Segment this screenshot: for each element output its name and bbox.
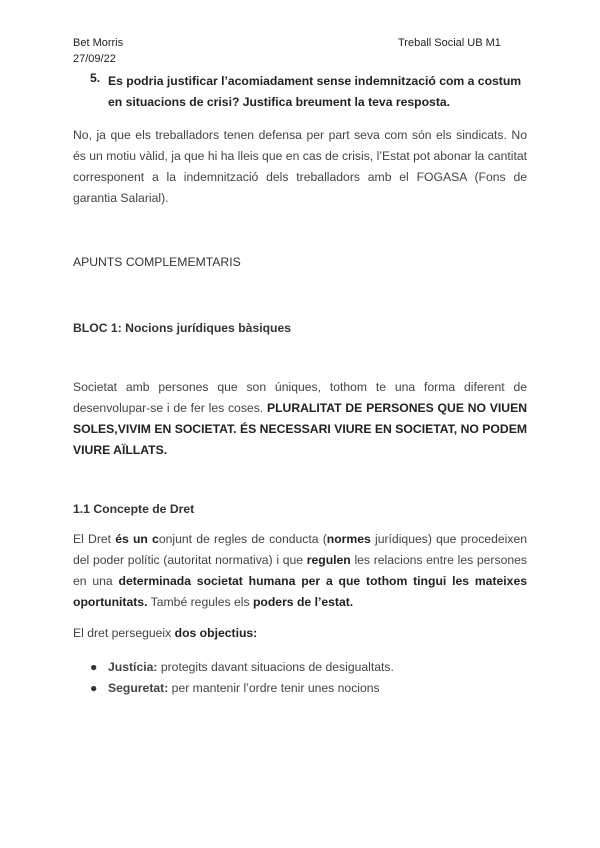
objectives-list	[73, 657, 523, 699]
objectives-bold-text: dos objectius:	[174, 626, 258, 640]
bullet-label: Seguretat:	[108, 681, 169, 695]
answer-paragraph: No, ja que els treballadors tenen defensa per part seva com són els sindicats. No és un motiu vàlid, ja que hi ha lleis que en cas de crisis, l’Estat pot abonar la cantitat corresponent a la indemnització dels treballadors amb el FOGASA (Fons de garantia Salarial).	[73, 128, 527, 205]
def-bold-4: determinada societat humana per a que tothom tingui les mateixes oportunitats.	[73, 574, 527, 609]
def-text-2: onjunt de regles de conducta (	[158, 532, 327, 546]
list-item	[73, 657, 523, 678]
bullet-icon: ●	[90, 681, 98, 695]
section-title: APUNTS COMPLEMEMTARIS	[73, 255, 241, 269]
bullet-text: protegits davant situacions de desigualtats.	[157, 660, 394, 674]
list-item	[73, 678, 523, 699]
society-bold-text: PLURALITAT DE PERSONES QUE NO VIUEN SOLES,VIVIM EN SOCIETAT. ÉS NECESSARI VIURE EN SOCIETAT, NO PODEM VIURE AÏLLATS.	[73, 401, 527, 457]
bloc-title: BLOC 1: Nocions jurídiques bàsiques	[73, 321, 292, 335]
bullet-icon: ●	[90, 660, 98, 674]
def-text-3: jurídiques) que procedeixen del poder polític (autoritat normativa) i que	[73, 532, 527, 567]
question-text: Es podria justificar l’acomiadament sense indemnització com a costum en situacions de crisi? Justifica breument la teva resposta.	[108, 74, 522, 109]
def-bold-5: poders de l’estat.	[252, 595, 354, 609]
def-text-4: les relacions entre les persones en una	[73, 553, 528, 588]
objectives-normal-text: El dret persegueix	[73, 626, 175, 640]
bullet-label: Justícia:	[108, 660, 158, 674]
definition-paragraph	[73, 529, 527, 613]
def-bold-1: és un c	[115, 532, 159, 546]
question-number: 5.	[90, 71, 101, 85]
header-date: 27/09/22	[73, 53, 116, 65]
society-paragraph	[73, 377, 527, 461]
society-normal-text: Societat amb persones que son úniques, tothom te una forma diferent de desenvolupar-se i de fer les coses.	[73, 380, 527, 415]
objectives-intro	[73, 623, 527, 644]
def-text-5: També regules els	[147, 595, 253, 609]
def-text-1: El Dret	[73, 532, 116, 546]
def-bold-2: normes	[326, 532, 371, 546]
bullet-text: per mantenir l’ordre tenir unes nocions	[168, 681, 380, 695]
header-author: Bet Morris	[73, 37, 124, 49]
header-course: Treball Social UB M1	[398, 37, 501, 49]
subheading-concept: 1.1 Concepte de Dret	[73, 502, 195, 516]
def-bold-3: regulen	[306, 553, 351, 567]
